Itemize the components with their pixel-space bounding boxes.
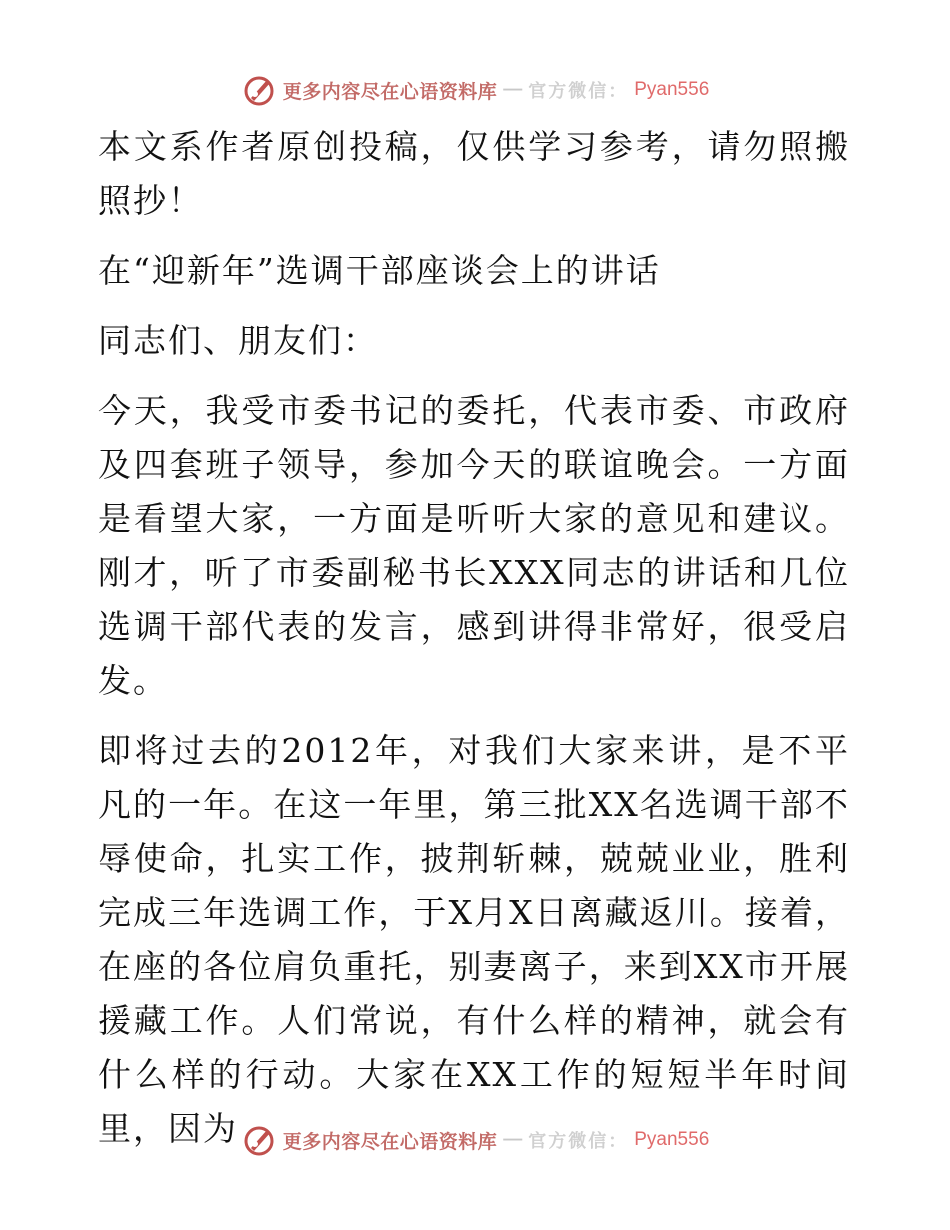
brand-logo-icon (241, 72, 277, 108)
paragraph-2: 即将过去的2012年，对我们大家来讲，是不平凡的一年。在这一年里，第三批XX名选调干部不辱使命，扎实工作，披荆斩棘，兢兢业业，胜利完成三年选调工作，于X月X日离藏返川。接着，在座的各位肩负重托，别妻离子，来到XX市开展援藏工作。人们常说，有什么样的精神，就会有什么样的行动。大家在XX工作的短短半年时间里，因为 (98, 731, 850, 1148)
watermark-wechat-id: Pyan556 (634, 1129, 710, 1150)
watermark-separator: — (503, 79, 523, 100)
footer-watermark (0, 1120, 950, 1160)
watermark-wechat-id: Pyan556 (634, 79, 710, 100)
watermark-site-text: 更多内容尽在心语资料库 (282, 80, 498, 103)
watermark-wechat-label: 官方微信： (528, 81, 629, 102)
document-body (98, 120, 850, 1156)
salutation: 同志们、朋友们： (98, 321, 378, 360)
watermark-separator: — (503, 1129, 523, 1150)
header-watermark (0, 70, 950, 110)
document-title: 在“迎新年”选调干部座谈会上的讲话 (98, 251, 661, 290)
watermark-wechat-label: 官方微信： (528, 1131, 629, 1152)
brand-logo-icon (241, 1122, 277, 1158)
copyright-notice: 本文系作者原创投稿，仅供学习参考，请勿照搬照抄！ (98, 127, 850, 220)
paragraph-1: 今天，我受市委书记的委托，代表市委、市政府及四套班子领导，参加今天的联谊晚会。一方面是看望大家，一方面是听听大家的意见和建议。刚才，听了市委副秘书长XXX同志的讲话和几位选调干部代表的发言，感到讲得非常好，很受启发。 (98, 391, 850, 700)
watermark-site-text: 更多内容尽在心语资料库 (282, 1130, 498, 1153)
